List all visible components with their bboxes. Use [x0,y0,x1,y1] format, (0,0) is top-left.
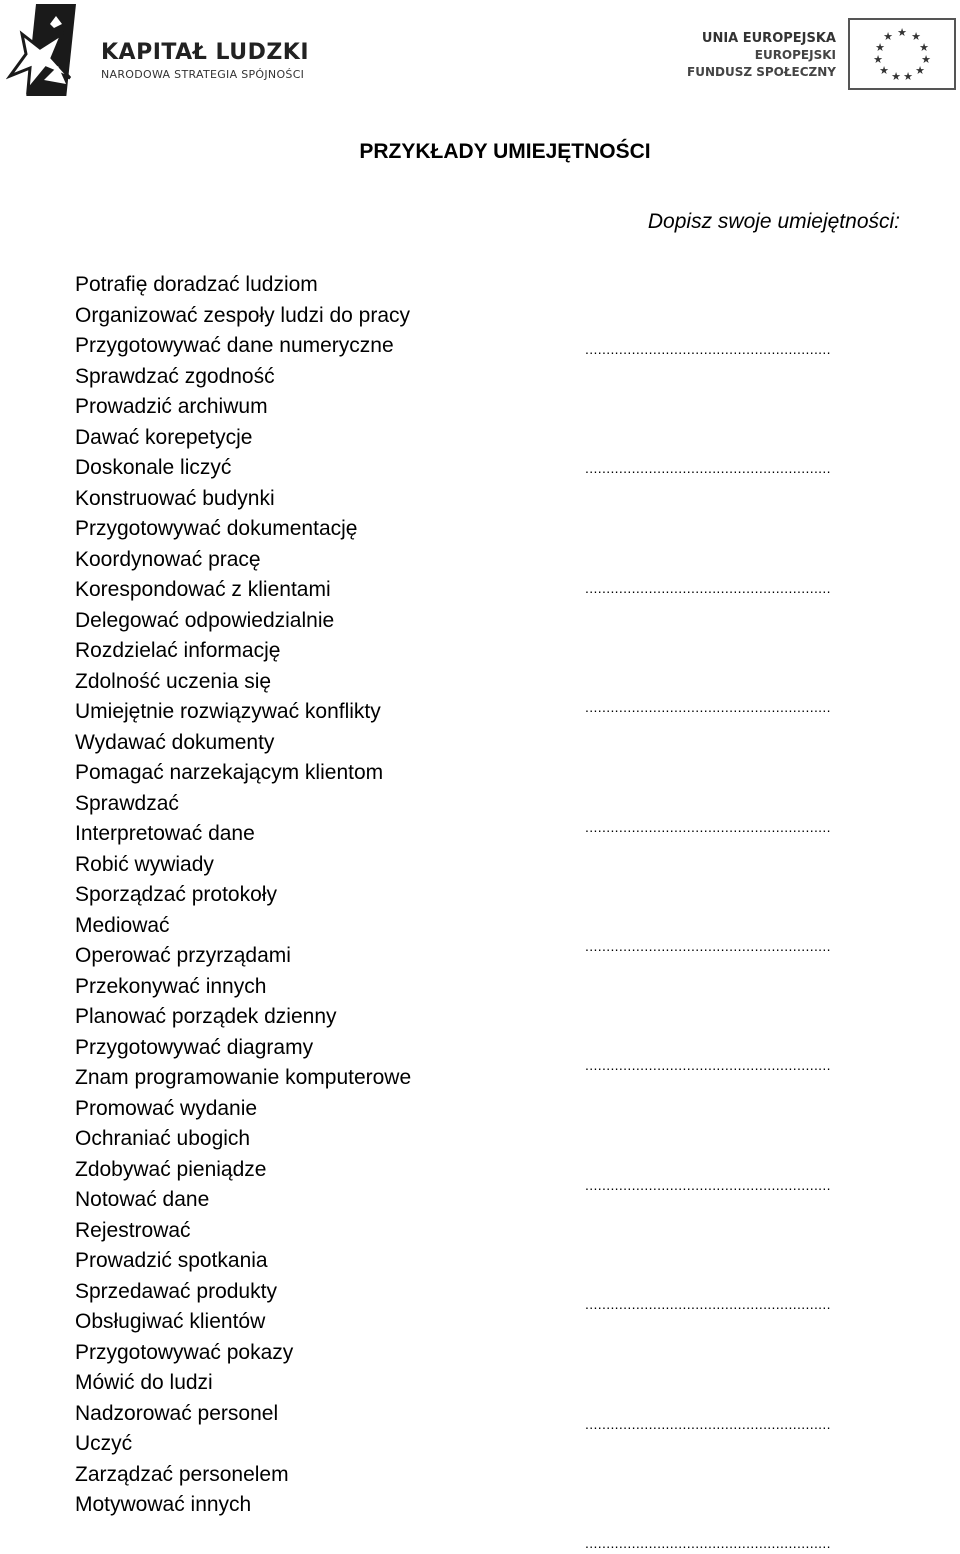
skill-item: Przekonywać innych [75,974,267,998]
skill-item: Sprzedawać produkty [75,1279,277,1303]
skill-item: Robić wywiady [75,852,214,876]
eu-flag-icon [848,18,956,90]
skill-item: Uczyć [75,1432,133,1455]
skill-item: Zarządzać personelem [75,1462,289,1486]
skill-item: Motywować innych [75,1493,252,1516]
svg-text:★: ★ [915,64,925,77]
svg-text:★: ★ [911,30,921,43]
skill-item: Sprawdzać [75,791,179,815]
eu-logo-line2: EUROPEJSKI [754,48,836,62]
skill-item: Delegować odpowiedzialnie [75,608,335,632]
skill-item: Umiejętnie rozwiązywać konflikty [75,700,381,723]
svg-text:★: ★ [891,70,901,83]
skill-item: Wydawać dokumenty [75,730,275,754]
skills-list [75,270,411,1521]
skill-item: Potrafię doradzać ludziom [75,273,318,296]
skill-item: Mówić do ludzi [75,1371,213,1394]
skill-item: Pomagać narzekającym klientom [75,761,384,784]
skill-item: Operować przyrządami [75,944,291,967]
skill-item: Rozdzielać informację [75,639,281,662]
svg-text:★: ★ [921,53,931,66]
svg-text:★: ★ [903,70,913,83]
write-in-line[interactable]: .......................................................... [585,818,831,835]
skill-item: Interpretować dane [75,822,255,845]
skill-item: Obsługiwać klientów [75,1310,266,1333]
kapital-ludzki-logo [6,4,326,100]
write-in-line[interactable]: .......................................................... [585,579,831,596]
svg-text:★: ★ [873,53,883,66]
svg-text:★: ★ [879,64,889,77]
svg-text:★: ★ [897,26,907,39]
write-in-line[interactable]: .......................................................... [585,699,831,716]
kapital-ludzki-title: KAPITAŁ LUDZKI [101,40,310,65]
kapital-ludzki-subtitle: NARODOWA STRATEGIA SPÓJNOŚCI [101,68,305,81]
skill-item: Konstruować budynki [75,486,275,510]
eu-logo-line3: FUNDUSZ SPOŁECZNY [687,65,836,79]
write-in-line[interactable]: .......................................................... [585,1296,831,1313]
skill-item: Zdobywać pieniądze [75,1157,267,1181]
skill-item: Koordynować pracę [75,547,261,571]
eu-logo-text [687,30,836,81]
skill-item: Przygotowywać dokumentację [75,517,358,540]
skill-item: Organizować zespoły ludzi do pracy [75,303,410,327]
write-in-line[interactable]: .......................................................... [585,460,831,477]
write-in-hint: Dopisz swoje umiejętności: [647,210,900,233]
skill-item: Rejestrować [75,1218,191,1242]
skill-item: Dawać korepetycje [75,425,253,449]
write-in-line[interactable]: .......................................................... [585,341,831,357]
skill-item: Mediować [75,913,170,937]
skill-item: Ochraniać ubogich [75,1127,251,1150]
write-in-line[interactable]: .......................................................... [585,1057,831,1074]
skill-item: Prowadzić spotkania [75,1249,268,1272]
skill-item: Sporządzać protokoły [75,883,277,906]
write-in-line[interactable]: .......................................................... [585,1176,831,1193]
skill-item: Prowadzić archiwum [75,395,268,418]
write-in-line[interactable]: .......................................................... [585,938,831,954]
skill-item: Przygotowywać dane numeryczne [75,334,394,357]
eu-logo [676,18,956,92]
skill-item: Przygotowywać pokazy [75,1340,294,1364]
skill-item: Notować dane [75,1188,210,1211]
skill-item: Korespondować z klientami [75,578,331,601]
skill-item: Przygotowywać diagramy [75,1035,314,1059]
svg-text:★: ★ [919,41,929,54]
svg-text:★: ★ [883,30,893,43]
skill-item: Planować porządek dzienny [75,1005,337,1028]
kapital-ludzki-mark-icon [6,4,96,100]
page-title: PRZYKŁADY UMIEJĘTNOŚCI [359,140,651,163]
write-in-line[interactable]: .......................................................... [585,1415,831,1432]
skill-item: Doskonale liczyć [75,456,232,479]
svg-text:★: ★ [875,41,885,54]
eu-logo-line1: UNIA EUROPEJSKA [701,31,836,46]
skill-item: Sprawdzać zgodność [75,364,275,388]
skill-item: Promować wydanie [75,1096,258,1120]
skill-item: Zdolność uczenia się [75,669,272,693]
write-in-line[interactable]: .......................................................... [585,1535,831,1551]
skill-item: Nadzorować personel [75,1401,279,1425]
skill-item: Znam programowanie komputerowe [75,1066,412,1089]
